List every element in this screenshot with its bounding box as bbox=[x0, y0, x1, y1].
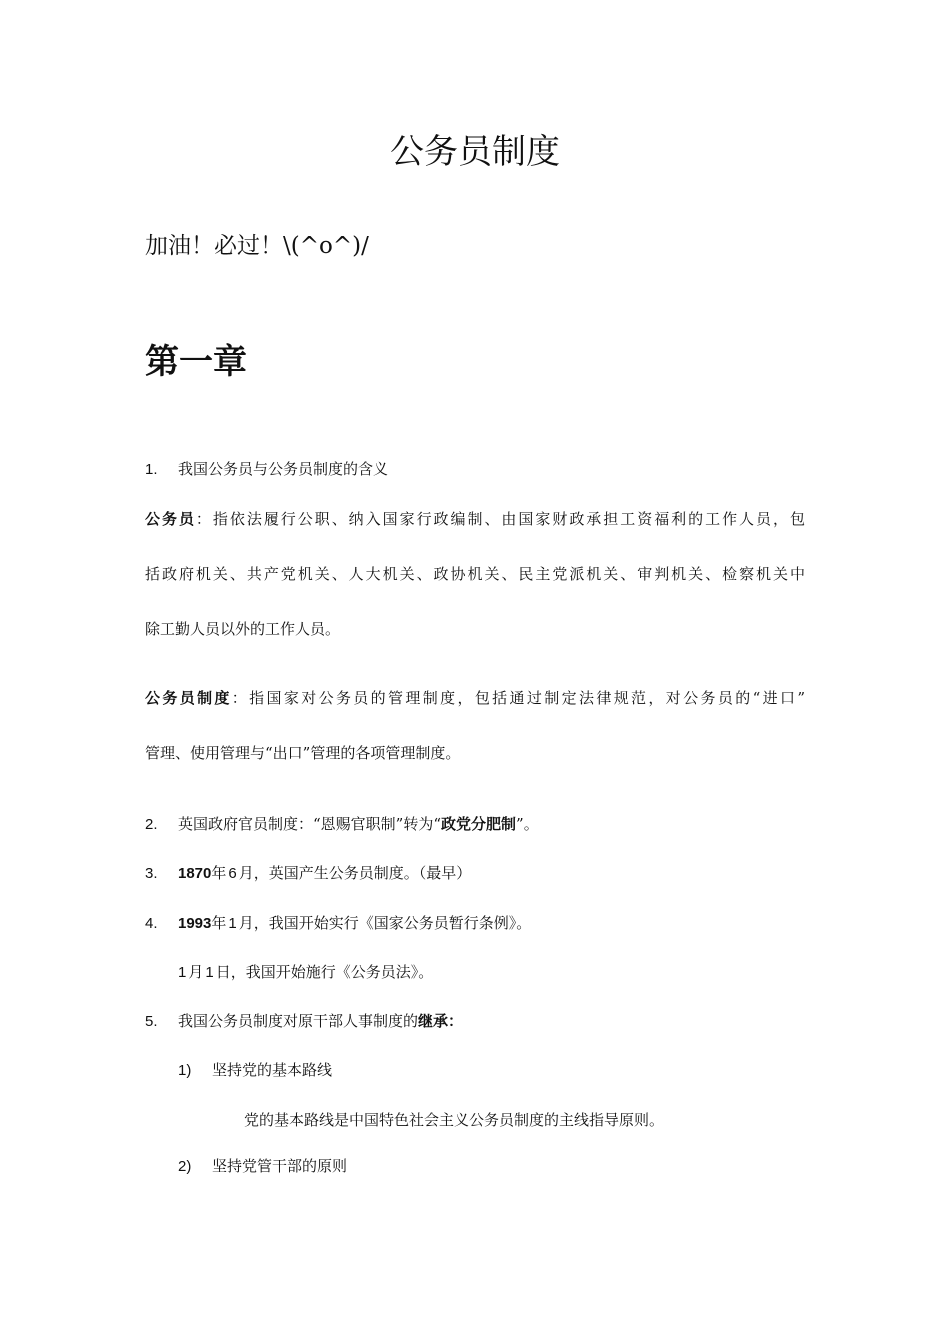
definition-line: 括政府机关、共产党机关、人大机关、政协机关、民主党派机关、审判机关、检察机关中 bbox=[145, 565, 805, 583]
definition-term: 公务员制度 bbox=[145, 689, 232, 707]
list-text: 我国公务员与公务员制度的含义 bbox=[178, 460, 389, 478]
definition-line: 管理、使用管理与“出口”管理的各项管理制度。 bbox=[145, 744, 461, 762]
bold-term: 政党分肥制 bbox=[441, 815, 517, 833]
list-item-3: 3. 1870年 6 月，英国产生公务员制度。（最早） bbox=[145, 861, 471, 886]
list-item-5: 5. 我国公务员制度对原干部人事制度的继承： bbox=[145, 1009, 463, 1034]
list-number: 3. bbox=[145, 865, 158, 882]
definition-line: 公务员制度：指国家对公务员的管理制度，包括通过制定法律规范，对公务员的“进口” bbox=[145, 689, 805, 707]
list-item-4-continuation: 1 月 1 日，我国开始施行《公务员法》。 bbox=[178, 963, 434, 981]
year: 1993 bbox=[178, 915, 212, 932]
list-number: 2. bbox=[145, 816, 158, 833]
sub-number: 2) bbox=[178, 1158, 192, 1175]
sub-item-2: 2) 坚持党管干部的原则 bbox=[178, 1154, 347, 1179]
list-number: 5. bbox=[145, 1013, 158, 1030]
list-item-2: 2. 英国政府官员制度：“恩赐官职制”转为“政党分肥制”。 bbox=[145, 812, 539, 837]
definition-line: 除工勤人员以外的工作人员。 bbox=[145, 620, 341, 638]
list-number: 1. bbox=[145, 461, 158, 478]
list-item-1 bbox=[145, 457, 388, 482]
document-title: 公务员制度 bbox=[390, 132, 560, 172]
year: 1870 bbox=[178, 865, 212, 882]
bold-term: 继承： bbox=[418, 1012, 464, 1030]
sub-number: 1) bbox=[178, 1062, 192, 1079]
definition-civil-servant bbox=[145, 492, 805, 657]
definition-civil-service-system bbox=[145, 671, 805, 781]
cheer-text: 加油！必过！\(^o^)/ bbox=[145, 233, 369, 259]
definition-line: 公务员：指依法履行公职、纳入国家行政编制、由国家财政承担工资福利的工作人员，包 bbox=[145, 510, 805, 528]
definition-term: 公务员 bbox=[145, 510, 196, 528]
sub-item-1: 1) 坚持党的基本路线 bbox=[178, 1058, 332, 1083]
sub-item-1-detail: 党的基本路线是中国特色社会主义公务员制度的主线指导原则。 bbox=[244, 1111, 665, 1129]
chapter-heading: 第一章 bbox=[145, 342, 247, 382]
list-item-4: 4. 1993年 1 月，我国开始实行《国家公务员暂行条例》。 bbox=[145, 911, 531, 936]
list-number: 4. bbox=[145, 915, 158, 932]
